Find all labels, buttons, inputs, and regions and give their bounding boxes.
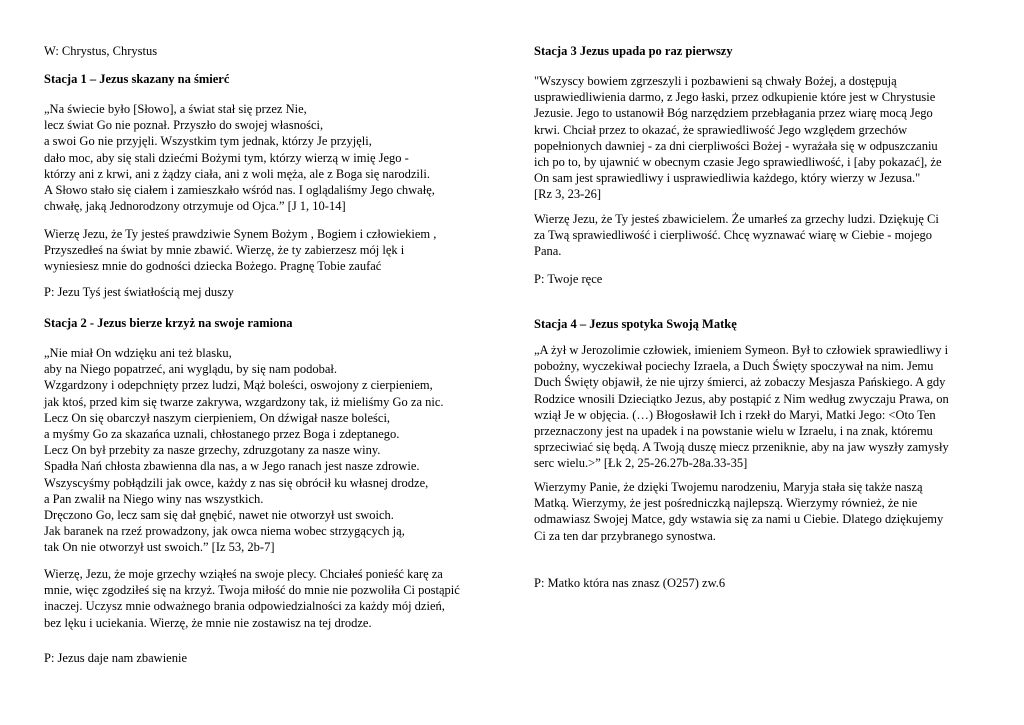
text-line: „Na świecie było [Słowo], a świat stał się przez Nie, <box>44 102 307 116</box>
text-line: Jezusie. Jego to ustanowił Bóg narzędziem przebłagania przez wiarę mocą Jego <box>534 106 933 121</box>
text-line: chwałę, jaką Jednorodzony otrzymuje od Ojca.” [J 1, 10-14] <box>44 199 346 214</box>
station-1-title: Stacja 1 – Jezus skazany na śmierć <box>44 72 230 86</box>
station-3-title: Stacja 3 Jezus upada po raz pierwszy <box>534 44 733 58</box>
text-line: Wzgardzony i odepchnięty przez ludzi, Mąż boleści, oswojony z cierpieniem, <box>44 378 433 393</box>
text-line: Wszyscyśmy pobłądzili jak owce, każdy z nas się obrócił ku własnej drodze, <box>44 475 429 490</box>
text-line: mnie, więc zgodziłeś się na krzyż. Twoja miłość do mnie nie pozwoliła Ci postąpić <box>44 583 460 598</box>
station-1-quote <box>44 101 514 214</box>
text-line: Spadła Nań chłosta zbawienna dla nas, a w Jego ranach jest nasze zdrowie. <box>44 459 420 474</box>
text-line: aby na Niego popatrzeć, ani wyglądu, by się nam podobał. <box>44 362 337 377</box>
text-line: popełnionych dawniej - za dni cierpliwości Bożej - wyrażała się w odpuszczaniu <box>534 138 938 153</box>
text-line: wziął Je w objęcia. (…) Błogosławił Ich i rzekł do Maryi, Matki Jego: <Oto Ten <box>534 407 936 422</box>
station-2-response: P: Jezus daje nam zbawienie <box>44 651 188 665</box>
text-line: jak ktoś, przed kim się twarze zakrywa, wzgardzony tak, iż mieliśmy Go za nic. <box>44 394 444 409</box>
station-4-prayer <box>534 479 994 544</box>
text-line: Pana. <box>534 244 562 259</box>
text-line: A Słowo stało się ciałem i zamieszkało wśród nas. I oglądaliśmy Jego chwałę, <box>44 183 435 198</box>
station-1-response: P: Jezu Tyś jest światłością mej duszy <box>44 285 234 299</box>
text-line: On sam jest sprawiedliwy i usprawiedliwia każdego, który wierzy w Jezusa." <box>534 171 921 186</box>
text-line: Wierzymy Panie, że dzięki Twojemu narodzeniu, Maryja stała się także naszą <box>534 480 923 494</box>
text-line: odmawiasz Swojej Matce, gdy wstawia się za nami u Ciebie. Dlatego dziękujemy <box>534 512 944 527</box>
text-line: tak On nie otworzył ust swoich.” [Iz 53, 2b-7] <box>44 540 275 555</box>
text-line: a myśmy Go za skazańca uznali, chłostanego przez Boga i zdeptanego. <box>44 427 400 442</box>
text-line: Dręczono Go, lecz sam się dał gnębić, nawet nie otworzył ust swoich. <box>44 508 394 523</box>
station-4-response: P: Matko która nas znasz (O257) zw.6 <box>534 576 726 590</box>
text-line: „A żył w Jerozolimie człowiek, imieniem Symeon. Był to człowiek sprawiedliwy i <box>534 343 949 357</box>
intro-text: W: Chrystus, Chrystus <box>44 44 158 58</box>
station-2-title: Stacja 2 - Jezus bierze krzyż na swoje ramiona <box>44 316 293 330</box>
text-line: „Nie miał On wdzięku ani też blasku, <box>44 346 232 360</box>
station-4-quote <box>534 342 994 472</box>
text-line: Lecz On był przebity za nasze grzechy, zdruzgotany za nasze winy. <box>44 443 381 458</box>
text-line: krwi. Chciał przez to okazać, że sprawiedliwość Jego względem grzechów <box>534 122 908 137</box>
text-line: Rodzice wnosili Dzieciątko Jezus, aby postąpić z Nim według zwyczaju Prawa, on <box>534 391 949 406</box>
station-3-quote <box>534 73 994 203</box>
text-line: Matką. Wierzymy, że jest pośredniczką najlepszą. Wierzymy również, że nie <box>534 496 918 511</box>
text-line: wyniesiesz mnie do godności dziecka Bożego. Pragnę Tobie zaufać <box>44 259 382 274</box>
station-1-prayer <box>44 226 514 275</box>
text-line: serc wielu.>” [Łk 2, 25-26.27b-28a.33-35] <box>534 456 748 471</box>
text-line: lecz świat Go nie poznał. Przyszło do swojej własności, <box>44 118 324 133</box>
station-2-quote <box>44 345 514 556</box>
text-line: którzy ani z krwi, ani z żądzy ciała, ani z woli męża, ale z Boga się narodzili. <box>44 166 430 181</box>
text-line: Jak baranek na rzeź prowadzony, jak owca niema wobec strzygących ją, <box>44 524 405 539</box>
text-line: za Twą sprawiedliwość i cierpliwość. Chcę wyznawać wiarę w Ciebie - mojego <box>534 228 933 243</box>
text-line: dało moc, aby się stali dziećmi Bożymi tym, którzy wierzą w imię Jego - <box>44 150 409 165</box>
text-line: pobożny, wyczekiwał pociechy Izraela, a Duch Święty spoczywał na nim. Jemu <box>534 359 934 374</box>
text-line: "Wszyscy bowiem zgrzeszyli i pozbawieni są chwały Bożej, a dostępują <box>534 74 897 88</box>
text-line: Wierzę Jezu, że Ty jesteś prawdziwie Synem Bożym , Bogiem i człowiekiem , <box>44 227 437 241</box>
text-line: [Rz 3, 23-26] <box>534 187 601 202</box>
station-3-prayer <box>534 211 994 260</box>
text-line: Wierzę, Jezu, że moje grzechy wziąłeś na swoje plecy. Chciałeś ponieść karę za <box>44 567 443 581</box>
text-line: Ci za ten dar przybranego synostwa. <box>534 528 716 543</box>
text-line: inaczej. Uczysz mnie odważnego brania odpowiedzialności za każdy mój dzień, <box>44 599 445 614</box>
text-line: a swoi Go nie przyjęli. Wszystkim tym jednak, którzy Je przyjęli, <box>44 134 372 149</box>
text-line: bez lęku i uciekania. Wierzę, że mnie nie zostawisz na tej drodze. <box>44 615 372 630</box>
text-line: Wierzę Jezu, że Ty jesteś zbawicielem. Że umarłeś za grzechy ludzi. Dziękuję Ci <box>534 212 939 226</box>
text-line: usprawiedliwienia darmo, z Jego łaski, przez odkupienie które jest w Chrystusie <box>534 90 936 105</box>
station-4-title: Stacja 4 – Jezus spotyka Swoją Matkę <box>534 317 737 331</box>
text-line: ich po to, by ujawnić w obecnym czasie Jego sprawiedliwość, i [aby pokazać], że <box>534 155 942 170</box>
text-line: Przyszedłeś na świat by mnie zbawić. Wierzę, że ty zabierzesz mój lęk i <box>44 243 405 258</box>
text-line: sprzeciwiać się będą. A Twoją duszę miecz przeniknie, aby na jaw wyszły zamysły <box>534 440 949 455</box>
station-2-prayer <box>44 566 514 631</box>
text-line: Duch Święty objawił, że nie ujrzy śmierci, aż zobaczy Mesjasza Pańskiego. A gdy <box>534 375 946 390</box>
text-line: przeznaczony jest na upadek i na powstanie wielu w Izraelu, i na znak, któremu <box>534 424 933 439</box>
text-line: a Pan zwalił na Niego winy nas wszystkich. <box>44 491 264 506</box>
text-line: Lecz On się obarczył naszym cierpieniem, On dźwigał nasze boleści, <box>44 410 391 425</box>
station-3-response: P: Twoje ręce <box>534 272 603 286</box>
